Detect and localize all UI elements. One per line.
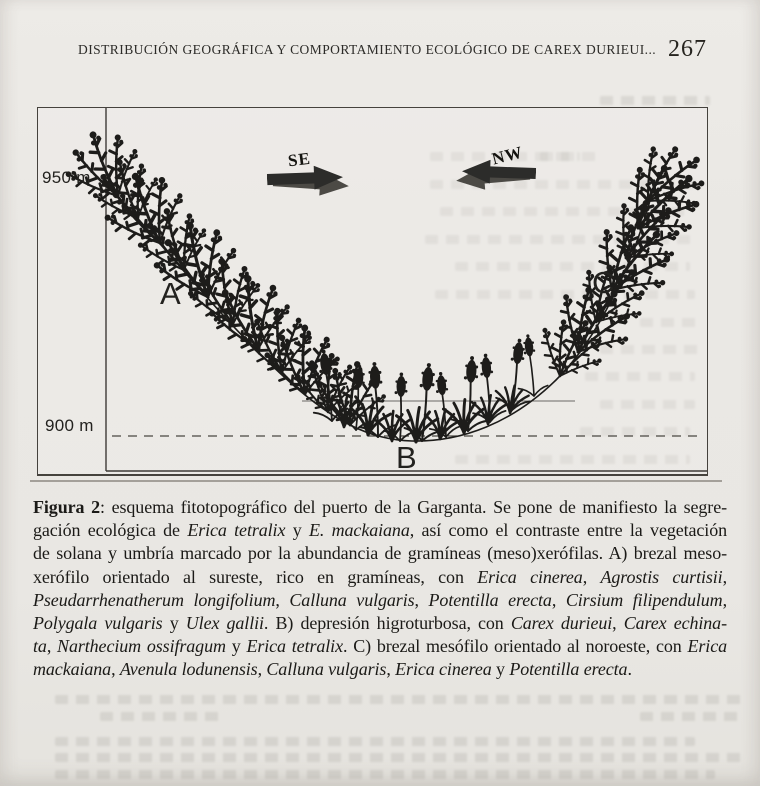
figure-caption [33, 496, 727, 682]
ghost-text-line [55, 737, 695, 746]
caption-line: xerófilo orientado al sureste, rico en gramíneas, con Erica cinerea, Agrostis curtisii, [33, 566, 727, 587]
running-head-title: DISTRIBUCIÓN GEOGRÁFICA Y COMPORTAMIENTO ECOLÓGICO DE CAREX DURIEUI... [78, 42, 657, 57]
caption-line: Figura 2: esquema fitotopográfico del puerto de la Garganta. Se pone de manifiesto la segre- [33, 497, 727, 517]
ghost-text-line [55, 695, 745, 704]
caption-line: mackaiana, Avenula lodunensis, Calluna vulgaris, Erica cinerea y Potentilla erecta. [33, 659, 632, 680]
page-number: 267 [668, 36, 707, 62]
zone-label-a: A [160, 276, 181, 311]
arrow-se [267, 166, 343, 190]
ghost-text-line [600, 96, 710, 105]
elevation-label-900: 900 m [45, 416, 94, 435]
caption-line: ta, Narthecium ossifragum y Erica tetralix. C) brezal mesófilo orientado al noroeste, con Erica [33, 636, 727, 657]
slope-vegetation-left [45, 115, 391, 436]
ghost-text-line [100, 712, 220, 721]
caption-line: de solana y umbría marcado por la abundancia de gramíneas (meso)xerófilas. A) brezal meso- [33, 543, 727, 564]
zone-label-c: C [592, 265, 615, 300]
elevation-label-950: 950 m [42, 168, 91, 187]
slope-vegetation-right [522, 124, 708, 392]
caption-line: Pseudarrhenatherum longifolium, Calluna vulgaris, Potentilla erecta, Cirsium filipendulum, [33, 589, 727, 610]
caption-line: gación ecológica de Erica tetralix y E. mackaiana, así como el contraste entre la vegetación [33, 520, 727, 541]
ghost-text-line [55, 753, 745, 762]
figure-underline [30, 480, 722, 482]
ghost-text-line [640, 712, 740, 721]
ghost-text-line [55, 770, 715, 779]
arrow-se-label: SE [286, 148, 312, 171]
caption-line: Polygala vulgaris y Ulex gallii. B) depresión higroturbosa, con Carex durieui, Carex echina- [33, 613, 727, 634]
zone-label-b: B [396, 440, 417, 475]
arrow-nw-label: NW [490, 142, 525, 169]
